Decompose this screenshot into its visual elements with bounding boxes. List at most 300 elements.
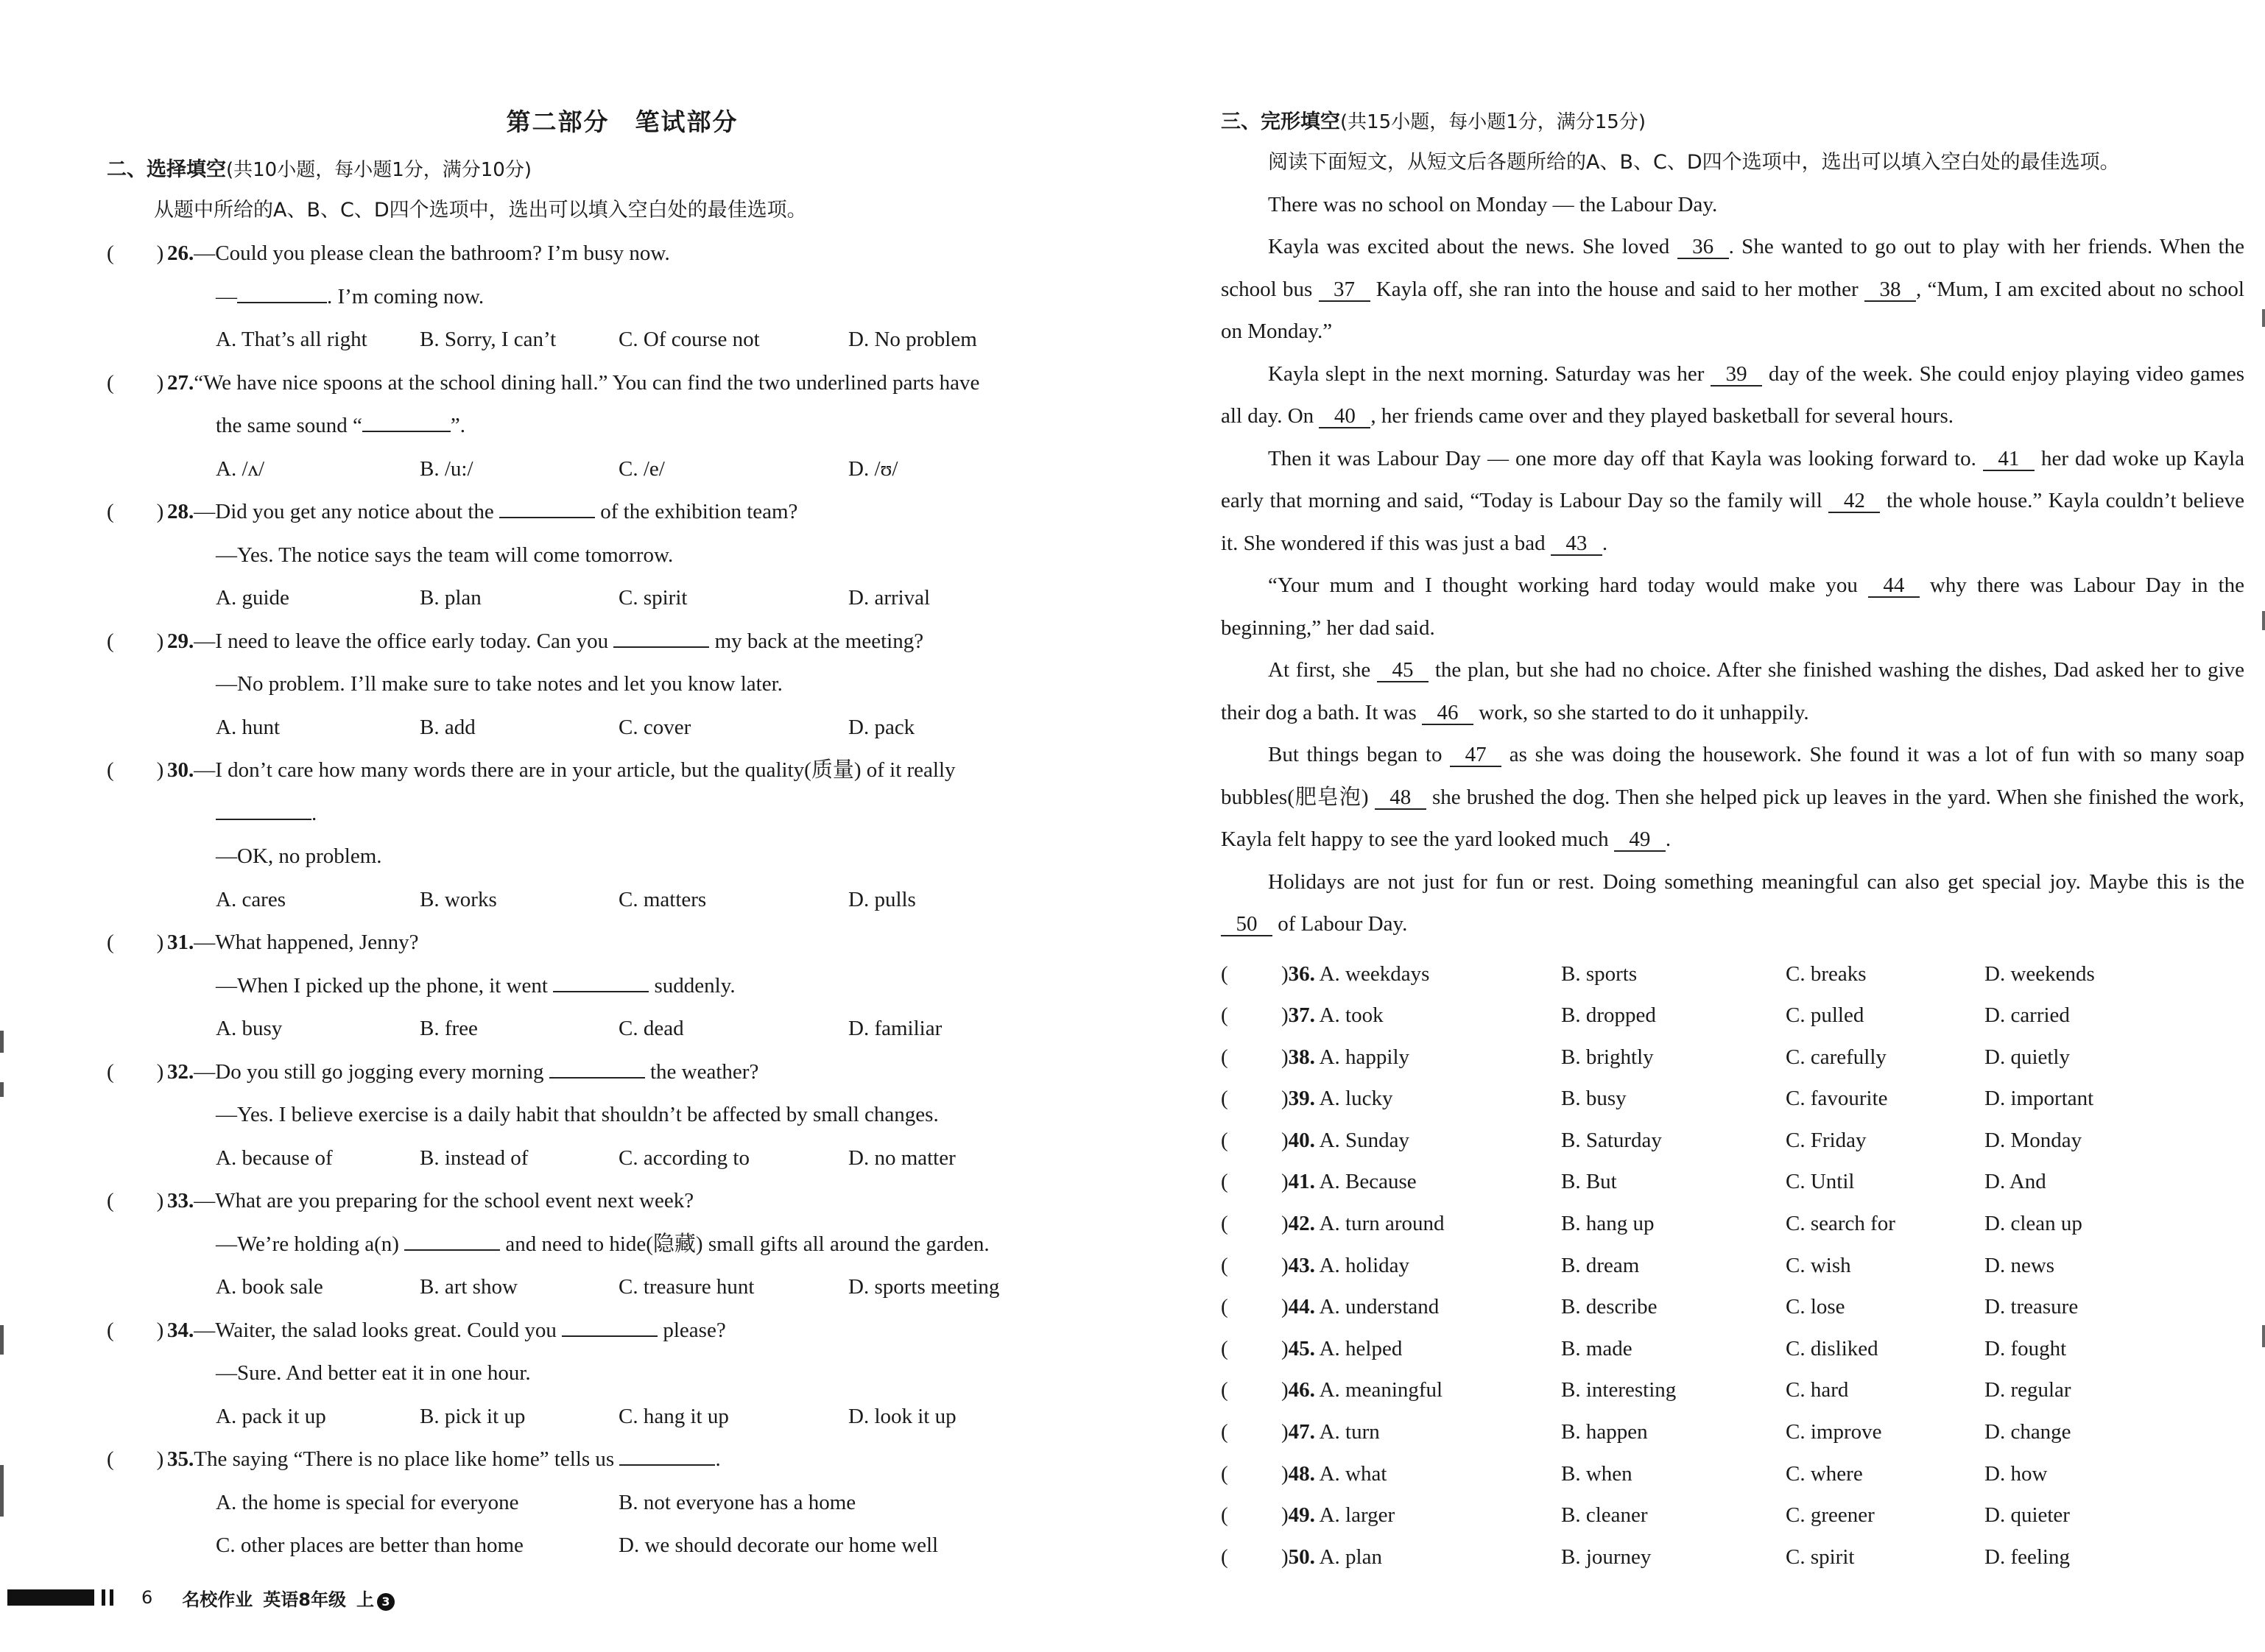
option-b[interactable]: B. journey — [1561, 1545, 1652, 1569]
question-34-options — [107, 1395, 1138, 1439]
option-a[interactable]: A. That’s all right — [216, 328, 367, 351]
option-a[interactable] — [1281, 995, 1561, 1037]
scan-edge-mark — [0, 1082, 4, 1097]
subject-grade: 英语8年级 — [263, 1589, 346, 1610]
cloze-option-row — [1221, 1328, 2244, 1370]
section-3-heading — [1221, 103, 2244, 141]
option-a[interactable]: A. busy — [216, 1017, 283, 1040]
option-b[interactable]: B. /u:/ — [420, 456, 473, 481]
option-a[interactable]: A. /ʌ/ — [216, 456, 265, 481]
blank-36[interactable]: 36 — [1677, 236, 1729, 259]
answer-paren[interactable]: ( ) — [107, 1059, 164, 1084]
footer-double-bar-mark — [102, 1589, 113, 1606]
question-28 — [107, 490, 1138, 534]
option-c[interactable]: C. dead — [619, 1017, 684, 1040]
answer-paren[interactable]: ( — [1221, 1378, 1228, 1402]
text: Kayla off, she ran into the house and said to her mother — [1375, 277, 1859, 301]
question-number: 46. — [1288, 1378, 1315, 1402]
blank-39[interactable]: 39 — [1711, 363, 1762, 386]
passage-paragraph-7 — [1221, 861, 2244, 946]
cloze-option-row — [1221, 1494, 2244, 1536]
question-number: 29. — [167, 629, 194, 653]
option-b[interactable]: B. art show — [420, 1275, 518, 1299]
answer-blank[interactable] — [404, 1230, 500, 1251]
answer-paren[interactable]: ( — [1221, 1295, 1228, 1319]
passage-paragraph-6 — [1221, 734, 2244, 861]
question-35-options-row1 — [107, 1481, 1138, 1525]
option-c[interactable]: C. lose — [1786, 1295, 1845, 1319]
option-a-text: A. plan — [1319, 1545, 1382, 1569]
option-d[interactable]: D. pulls — [848, 887, 916, 911]
question-number: 37. — [1288, 1003, 1315, 1028]
text: . — [1602, 531, 1608, 555]
question-33-options — [107, 1266, 1138, 1309]
question-stem: —What are you preparing for the school event next week? — [194, 1189, 694, 1212]
answer-blank[interactable] — [362, 412, 451, 432]
stem-part: —When I picked up the phone, it went — [216, 973, 548, 998]
answer-paren[interactable]: ( ) — [107, 1318, 164, 1342]
scan-edge-mark — [2262, 309, 2265, 327]
answer-paren[interactable]: ( ) — [107, 931, 164, 954]
option-b[interactable]: B. add — [420, 715, 476, 739]
question-number: 48. — [1288, 1461, 1315, 1486]
question-26-options — [107, 318, 1138, 361]
cloze-option-row — [1221, 1078, 2244, 1120]
passage-paragraph-5 — [1221, 649, 2244, 734]
text: of Labour Day. — [1278, 912, 1408, 936]
paren-close: ) — [1281, 1420, 1289, 1444]
question-33 — [107, 1179, 1138, 1223]
page-number: 6 — [141, 1587, 153, 1608]
question-number: 47. — [1288, 1420, 1315, 1444]
option-a[interactable]: A. pack it up — [216, 1404, 326, 1428]
question-number: 36. — [1288, 961, 1315, 986]
answer-paren[interactable]: ( — [1221, 1420, 1228, 1444]
question-30-options — [107, 878, 1138, 922]
cloze-option-row — [1221, 1286, 2244, 1328]
question-30 — [107, 749, 1138, 792]
stem-part: —I need to leave the office early today. Can you — [194, 629, 609, 653]
text: At first, she — [1268, 658, 1371, 682]
option-c[interactable]: C. improve — [1786, 1420, 1882, 1444]
question-31 — [107, 921, 1138, 964]
stem-part: of the exhibition team? — [600, 500, 798, 523]
text: But things began to — [1268, 743, 1443, 766]
option-d[interactable]: D. pack — [848, 715, 915, 739]
paren-close: ) — [1281, 1336, 1289, 1360]
option-a-text: A. turn around — [1319, 1212, 1445, 1236]
option-b[interactable]: B. brightly — [1561, 1045, 1654, 1069]
option-a[interactable] — [1281, 953, 1561, 995]
option-d[interactable]: D. news — [1984, 1253, 2055, 1277]
option-b[interactable]: B. when — [1561, 1461, 1632, 1486]
option-a[interactable] — [1281, 1536, 1561, 1578]
question-number: 50. — [1288, 1545, 1315, 1569]
cloze-option-row — [1221, 1245, 2244, 1287]
option-c[interactable]: C. according to — [619, 1146, 750, 1170]
question-27-line2 — [107, 404, 1138, 448]
answer-paren[interactable]: ( — [1221, 1461, 1228, 1486]
question-number: 33. — [167, 1189, 194, 1212]
blank-49[interactable]: 49 — [1614, 828, 1666, 852]
option-a-text: A. understand — [1319, 1295, 1440, 1319]
part-title: 第二部分 笔试部分 — [506, 107, 739, 136]
blank-44[interactable]: 44 — [1868, 574, 1920, 598]
question-35-options-row2 — [107, 1524, 1138, 1567]
cloze-option-row — [1221, 1120, 2244, 1162]
option-d[interactable]: D. look it up — [848, 1404, 957, 1428]
volume-text: 上 — [356, 1589, 374, 1610]
option-d[interactable]: D. /ʊ/ — [848, 456, 898, 481]
reply-text: . I’m coming now. — [327, 284, 485, 308]
section-3-instruction: 阅读下面短文，从短文后各题所给的A、B、C、D四个选项中，选出可以填入空白处的最佳选项。 — [1268, 151, 2120, 174]
answer-paren[interactable]: ( ) — [107, 758, 164, 782]
option-b[interactable]: B. But — [1561, 1170, 1617, 1194]
stem-part: the same sound “ — [216, 414, 362, 437]
paren-close: ) — [1281, 1253, 1289, 1277]
option-c[interactable]: C. favourite — [1786, 1087, 1888, 1111]
paren-close: ) — [1281, 1212, 1289, 1236]
option-c[interactable]: C. breaks — [1786, 961, 1867, 986]
blank-38[interactable]: 38 — [1864, 278, 1916, 302]
option-b[interactable]: B. free — [420, 1017, 478, 1040]
question-number: 41. — [1288, 1170, 1315, 1194]
question-29 — [107, 620, 1138, 663]
question-number: 39. — [1288, 1087, 1315, 1111]
option-b[interactable]: B. cleaner — [1561, 1503, 1648, 1528]
question-number: 32. — [167, 1059, 194, 1084]
cloze-option-row — [1221, 953, 2244, 995]
option-c[interactable]: C. matters — [619, 887, 707, 911]
cloze-option-row — [1221, 1536, 2244, 1578]
answer-blank[interactable] — [613, 627, 709, 648]
option-a[interactable] — [1281, 1120, 1561, 1162]
question-number: 43. — [1288, 1253, 1315, 1277]
paren-close: ) — [1281, 1545, 1289, 1569]
text: her dad woke up Kayla early that morning and said, “Today is Labour Day so the family will — [1221, 446, 2245, 512]
stem-part: The saying “There is no place like home” tells us — [194, 1447, 615, 1471]
section-2-title: 二、选择填空 — [107, 158, 226, 181]
text: Holidays are not just for fun or rest. Doing something meaningful can also get special joy. Maybe this is the — [1268, 869, 2244, 894]
option-a-text: A. happily — [1319, 1045, 1410, 1069]
page-footer — [7, 1583, 405, 1612]
option-d[interactable]: D. And — [1984, 1170, 2046, 1194]
option-d[interactable]: D. familiar — [848, 1017, 943, 1040]
option-a-text: A. Because — [1319, 1170, 1417, 1194]
blank-43[interactable]: 43 — [1551, 532, 1602, 556]
option-a[interactable] — [1281, 1245, 1561, 1287]
option-a[interactable] — [1281, 1453, 1561, 1495]
question-28-reply: —Yes. The notice says the team will come tomorrow. — [216, 543, 674, 567]
question-number: 27. — [167, 370, 194, 395]
cloze-options-list — [1221, 953, 2244, 1578]
option-b[interactable]: B. busy — [1561, 1087, 1627, 1111]
option-c[interactable]: C. /e/ — [619, 456, 665, 481]
option-b[interactable]: B. Sorry, I can’t — [420, 328, 557, 351]
cloze-option-row — [1221, 995, 2244, 1037]
stem-part: ”. — [450, 414, 466, 437]
question-33-reply — [107, 1223, 1138, 1266]
stem-part: please? — [663, 1318, 726, 1342]
stem-part: suddenly. — [654, 973, 736, 998]
option-d[interactable]: D. quietly — [1984, 1045, 2070, 1069]
stem-part: —Waiter, the salad looks great. Could you — [194, 1318, 557, 1342]
question-32 — [107, 1051, 1138, 1094]
paren-close: ) — [1281, 1087, 1289, 1111]
option-a[interactable]: A. cares — [216, 887, 286, 911]
paren-close: ) — [1281, 1128, 1289, 1152]
stem-part: and need to hide(隐藏) small gifts all around the garden. — [505, 1232, 990, 1256]
text: Kayla was excited about the news. She loved — [1268, 235, 1670, 258]
option-c[interactable]: C. treasure hunt — [619, 1275, 755, 1299]
option-b[interactable]: B. interesting — [1561, 1378, 1677, 1402]
option-d[interactable]: D. No problem — [848, 328, 977, 351]
question-28-options — [107, 576, 1138, 620]
question-number: 26. — [167, 241, 194, 265]
question-stem: “We have nice spoons at the school dining hall.” You can find the two underlined parts have — [194, 370, 980, 395]
option-c[interactable]: C. Until — [1786, 1170, 1855, 1194]
option-a[interactable] — [1281, 1286, 1561, 1328]
option-d[interactable]: D. treasure — [1984, 1295, 2079, 1319]
text: . — [1665, 827, 1672, 851]
blank-42[interactable]: 42 — [1828, 490, 1880, 513]
option-d[interactable]: D. fought — [1984, 1336, 2067, 1360]
section-2-note: (共10小题，每小题1分，满分10分) — [226, 159, 532, 181]
option-a[interactable]: A. the home is special for everyone — [216, 1490, 519, 1514]
option-c[interactable]: C. where — [1786, 1461, 1863, 1486]
option-c[interactable]: C. disliked — [1786, 1336, 1878, 1360]
text: Then it was Labour Day — one more day off that Kayla was looking forward to. — [1268, 446, 1976, 470]
answer-blank[interactable] — [499, 498, 595, 518]
option-d[interactable]: D. how — [1984, 1461, 2048, 1486]
question-stem: —I don’t care how many words there are in your article, but the quality(质量) of it really — [194, 758, 956, 782]
answer-paren[interactable]: ( — [1221, 1212, 1228, 1236]
option-a[interactable] — [1281, 1411, 1561, 1453]
section-3-title: 三、完形填空 — [1221, 110, 1340, 133]
answer-paren[interactable]: ( — [1221, 1545, 1228, 1569]
option-b[interactable]: B. sports — [1561, 961, 1638, 986]
option-b[interactable]: B. not everyone has a home — [619, 1490, 856, 1514]
option-c[interactable]: C. hang it up — [619, 1404, 729, 1428]
answer-paren[interactable]: ( — [1221, 961, 1228, 986]
paren-close: ) — [1281, 1295, 1289, 1319]
left-column — [107, 103, 1138, 1567]
option-a-text: A. weekdays — [1319, 961, 1430, 986]
text: , “Mum, I am excited about no school on Monday.” — [1221, 277, 2244, 343]
option-c[interactable]: C. other places are better than home — [216, 1533, 524, 1557]
answer-paren[interactable]: ( ) — [107, 500, 164, 523]
option-a[interactable]: A. because of — [216, 1146, 333, 1170]
option-b[interactable]: B. pick it up — [420, 1404, 526, 1428]
answer-blank[interactable] — [562, 1316, 658, 1337]
answer-blank[interactable] — [619, 1445, 715, 1466]
option-b[interactable]: B. describe — [1561, 1295, 1658, 1319]
question-34-reply: —Sure. And better eat it in one hour. — [216, 1361, 531, 1385]
option-c[interactable]: C. hard — [1786, 1378, 1849, 1402]
option-a[interactable] — [1281, 1078, 1561, 1120]
cloze-option-row — [1221, 1411, 2244, 1453]
question-number: 34. — [167, 1318, 194, 1342]
stem-part: —Did you get any notice about the — [194, 500, 494, 523]
option-b[interactable]: B. plan — [420, 586, 482, 610]
option-c[interactable]: C. spirit — [1786, 1545, 1855, 1569]
answer-blank[interactable] — [549, 1058, 645, 1079]
question-number: 30. — [167, 758, 194, 782]
passage-paragraph-2 — [1221, 353, 2244, 438]
scan-edge-mark — [2262, 611, 2265, 630]
option-a[interactable] — [1281, 1037, 1561, 1079]
option-c[interactable]: C. pulled — [1786, 1003, 1864, 1028]
option-b[interactable]: B. instead of — [420, 1146, 529, 1170]
option-d[interactable]: D. clean up — [1984, 1212, 2082, 1236]
scan-edge-mark — [0, 1465, 4, 1517]
text: . She wanted to go out to play with her friends. When the school bus — [1221, 235, 2244, 301]
option-b[interactable]: B. hang up — [1561, 1212, 1655, 1236]
answer-paren[interactable]: ( — [1221, 1253, 1228, 1277]
option-a[interactable] — [1281, 1328, 1561, 1370]
option-c[interactable]: C. spirit — [619, 586, 688, 610]
option-c[interactable]: C. carefully — [1786, 1045, 1887, 1069]
passage-first-line: There was no school on Monday — the Labour Day. — [1268, 192, 1718, 216]
paren-close: ) — [1281, 961, 1289, 986]
blank-50[interactable]: 50 — [1221, 913, 1272, 936]
option-a-text: A. Sunday — [1319, 1128, 1410, 1152]
option-a-text: A. took — [1319, 1003, 1384, 1028]
option-a-text: A. meaningful — [1319, 1378, 1443, 1402]
question-35 — [107, 1438, 1138, 1481]
answer-paren[interactable]: ( ) — [107, 370, 164, 395]
answer-paren[interactable]: ( — [1221, 1003, 1228, 1028]
option-a[interactable]: A. hunt — [216, 715, 280, 739]
option-d[interactable]: D. we should decorate our home well — [619, 1533, 939, 1557]
section-3-note: (共15小题，每小题1分，满分15分) — [1340, 111, 1646, 133]
option-d[interactable]: D. feeling — [1984, 1545, 2070, 1569]
volume-circle-icon: 3 — [377, 1593, 395, 1611]
answer-blank[interactable] — [553, 972, 649, 992]
answer-paren[interactable]: ( — [1221, 1336, 1228, 1360]
answer-blank[interactable] — [237, 283, 327, 303]
stem-part: the weather? — [650, 1059, 759, 1084]
blank-41[interactable]: 41 — [1983, 448, 2035, 471]
cloze-option-row — [1221, 1161, 2244, 1203]
question-31-reply — [107, 964, 1138, 1008]
text: , her friends came over and they played basketball for several hours. — [1370, 404, 1954, 428]
question-number: 35. — [167, 1447, 194, 1471]
option-d[interactable]: D. change — [1984, 1420, 2071, 1444]
question-27 — [107, 361, 1138, 405]
stem-part: my back at the meeting? — [714, 629, 924, 653]
option-a[interactable] — [1281, 1203, 1561, 1245]
paren-close: ) — [1281, 1378, 1289, 1402]
answer-paren[interactable]: ( — [1221, 1170, 1228, 1194]
option-b[interactable]: B. dream — [1561, 1253, 1640, 1277]
passage-paragraph-3 — [1221, 438, 2244, 565]
text: day of the week. She could enjoy playing video games all day. On — [1221, 361, 2245, 428]
option-b[interactable]: B. Saturday — [1561, 1128, 1662, 1152]
question-number: 49. — [1288, 1503, 1315, 1528]
blank-40[interactable]: 40 — [1319, 405, 1370, 428]
blank-46[interactable]: 46 — [1422, 702, 1473, 725]
text: the plan, but she had no choice. After she finished washing the dishes, Dad asked her to give their dog a bath. It was — [1221, 658, 2245, 724]
text: the whole house.” Kayla couldn’t believe it. She wondered if this was just a bad — [1221, 489, 2245, 555]
passage-paragraph-4 — [1221, 565, 2244, 649]
question-stem: —Could you please clean the bathroom? I’m busy now. — [194, 241, 670, 265]
paren-close: ) — [1281, 1003, 1289, 1028]
scan-edge-mark — [0, 1325, 4, 1355]
option-b[interactable]: B. made — [1561, 1336, 1632, 1360]
answer-paren[interactable]: ( — [1221, 1503, 1228, 1528]
question-32-options — [107, 1137, 1138, 1180]
question-number: 42. — [1288, 1212, 1315, 1236]
option-d[interactable]: D. no matter — [848, 1146, 956, 1170]
answer-paren[interactable]: ( ) — [107, 241, 164, 265]
option-d[interactable]: D. quieter — [1984, 1503, 2070, 1528]
question-29-reply: —No problem. I’ll make sure to take notes and let you know later. — [216, 672, 783, 696]
option-b[interactable]: B. dropped — [1561, 1003, 1656, 1028]
answer-paren[interactable]: ( ) — [107, 1447, 164, 1471]
option-c[interactable]: C. cover — [619, 715, 691, 739]
answer-paren[interactable]: ( — [1221, 1045, 1228, 1069]
option-a[interactable] — [1281, 1369, 1561, 1411]
cloze-option-row — [1221, 1453, 2244, 1495]
option-d[interactable]: D. carried — [1984, 1003, 2070, 1028]
blank-37[interactable]: 37 — [1319, 278, 1370, 302]
blank-45[interactable]: 45 — [1377, 659, 1429, 682]
answer-paren[interactable]: ( ) — [107, 1189, 164, 1212]
scan-edge-mark — [0, 1031, 4, 1053]
right-column — [1221, 103, 2244, 1578]
volume-label — [356, 1585, 395, 1611]
answer-paren[interactable]: ( ) — [107, 629, 164, 653]
answer-blank[interactable] — [216, 799, 311, 820]
option-a-text: A. what — [1319, 1461, 1387, 1486]
option-d[interactable]: D. weekends — [1984, 961, 2095, 986]
option-c[interactable]: C. greener — [1786, 1503, 1875, 1528]
option-a[interactable]: A. guide — [216, 586, 289, 610]
option-a-text: A. turn — [1319, 1420, 1380, 1444]
option-c[interactable]: C. Friday — [1786, 1128, 1867, 1152]
option-d[interactable]: D. important — [1984, 1087, 2094, 1111]
option-a[interactable] — [1281, 1494, 1561, 1536]
question-27-options — [107, 448, 1138, 491]
stem-part: . — [715, 1447, 721, 1471]
question-31-options — [107, 1007, 1138, 1051]
option-d[interactable]: D. sports meeting — [848, 1275, 1000, 1299]
option-b[interactable]: B. happen — [1561, 1420, 1648, 1444]
blank-48[interactable]: 48 — [1375, 786, 1426, 810]
scan-edge-mark — [2262, 1325, 2265, 1347]
answer-paren[interactable]: ( — [1221, 1128, 1228, 1152]
option-d[interactable]: D. regular — [1984, 1378, 2071, 1402]
option-a[interactable] — [1281, 1161, 1561, 1203]
option-c[interactable]: C. search for — [1786, 1212, 1895, 1236]
paren-close: ) — [1281, 1170, 1289, 1194]
option-c[interactable]: C. Of course not — [619, 328, 760, 351]
option-a[interactable]: A. book sale — [216, 1275, 323, 1299]
question-number: 31. — [167, 931, 194, 954]
stem-part: —Do you still go jogging every morning — [194, 1059, 544, 1084]
paren-close: ) — [1281, 1461, 1289, 1486]
blank-47[interactable]: 47 — [1450, 744, 1501, 767]
option-c[interactable]: C. wish — [1786, 1253, 1851, 1277]
question-26-reply — [107, 275, 1138, 319]
option-d[interactable]: D. arrival — [848, 586, 931, 610]
option-b[interactable]: B. works — [420, 887, 497, 911]
option-d[interactable]: D. Monday — [1984, 1128, 2082, 1152]
answer-paren[interactable]: ( — [1221, 1087, 1228, 1111]
question-stem: —What happened, Jenny? — [194, 931, 419, 954]
text: Kayla slept in the next morning. Saturday was her — [1268, 361, 1705, 386]
